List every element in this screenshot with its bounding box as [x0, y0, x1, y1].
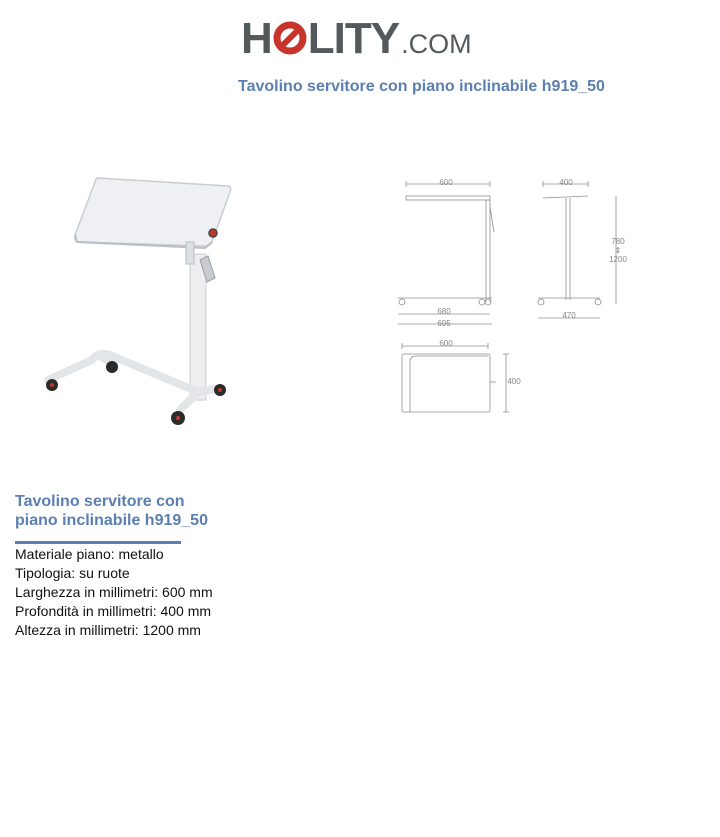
side-view-drawing: [538, 181, 616, 318]
product-name: Tavolino servitore con piano inclinabile h919_50: [15, 493, 208, 529]
holity-logo[interactable]: [241, 14, 481, 66]
spec-item-type: Tipologia: su ruote: [15, 565, 130, 581]
logo-letters-lity: LITY: [307, 14, 400, 63]
dim-front-width: 600: [439, 178, 453, 187]
overbed-table-icon: [40, 170, 240, 430]
dim-height-sep: ⇕: [614, 246, 622, 255]
dim-height-max: 1200: [609, 255, 627, 264]
page-title: Tavolino servitore con piano inclinabile h919_50: [238, 78, 605, 95]
technical-drawings: [388, 172, 628, 422]
title-divider: [15, 541, 181, 544]
dim-top-depth: 400: [507, 377, 521, 386]
dim-base-outer: 695: [437, 319, 451, 328]
spec-item-width: Larghezza in millimetri: 600 mm: [15, 584, 213, 600]
spec-list: [15, 545, 213, 640]
dim-side-depth: 400: [559, 178, 573, 187]
dim-base-inner: 680: [437, 307, 451, 316]
logo-o-icon: [273, 21, 307, 55]
spec-item-depth: Profondità in millimetri: 400 mm: [15, 603, 212, 619]
dim-side-base: 470: [562, 311, 576, 320]
front-view-drawing: [398, 181, 494, 324]
top-view-drawing: [402, 343, 509, 412]
logo-letter-h: H: [241, 14, 272, 63]
spec-item-material: Materiale piano: metallo: [15, 546, 164, 562]
logo-com: .COM: [401, 29, 472, 59]
dim-top-width: 600: [439, 339, 453, 348]
product-image: [40, 170, 240, 430]
spec-item-height: Altezza in millimetri: 1200 mm: [15, 622, 201, 638]
dim-height-min: 780: [611, 237, 625, 246]
